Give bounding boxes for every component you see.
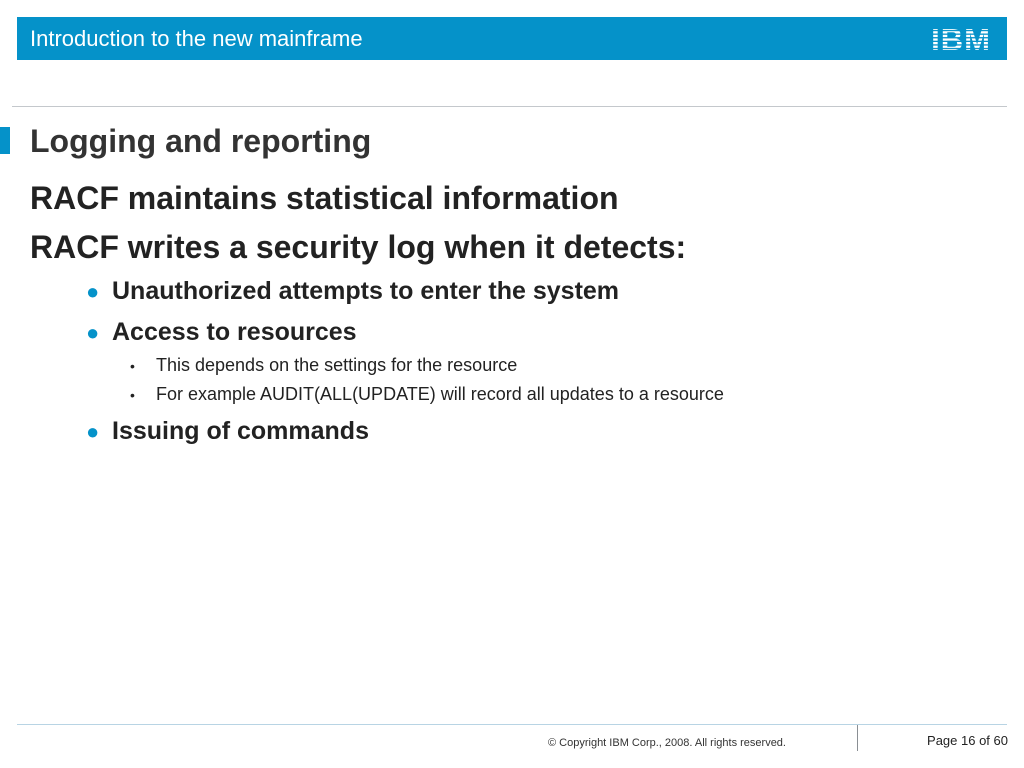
sub-bullet-unauthorized — [86, 276, 619, 307]
sub-sub-bullet-text: For example AUDIT(ALL(UPDATE) will record all updates to a resource — [156, 384, 724, 404]
bullet-dot-icon: ● — [86, 320, 100, 345]
bullet-dot-icon: ● — [86, 279, 100, 304]
title-rule — [12, 106, 1007, 107]
bullet-statistics: RACF maintains statistical information — [30, 180, 619, 216]
sub-sub-bullet-text: This depends on the settings for the resource — [156, 355, 518, 375]
bullet-dot-icon: ● — [86, 419, 100, 444]
sub-bullet-text: Access to resources — [112, 318, 357, 346]
header-bar — [17, 17, 1007, 60]
sub-bullet-commands — [86, 416, 369, 447]
svg-text:IBM: IBM — [931, 24, 991, 53]
page-number: Page 16 of 60 — [927, 733, 1008, 748]
copyright-text: © Copyright IBM Corp., 2008. All rights reserved. — [548, 737, 786, 749]
sub-sub-bullet-audit — [130, 383, 724, 406]
sub-bullet-text: Unauthorized attempts to enter the system — [112, 277, 620, 305]
footer-rule — [17, 724, 1007, 725]
title-accent — [0, 127, 10, 154]
bullet-dot-icon: • — [130, 358, 135, 374]
bullet-security-log: RACF writes a security log when it detects: — [30, 229, 687, 265]
ibm-logo — [926, 24, 996, 53]
slide-title: Logging and reporting — [30, 123, 372, 159]
bullet-dot-icon: • — [130, 387, 135, 403]
header-title: Introduction to the new mainframe — [30, 26, 363, 51]
sub-sub-bullet-settings — [130, 354, 517, 377]
sub-bullet-access — [86, 317, 357, 348]
sub-bullet-text: Issuing of commands — [112, 417, 369, 445]
footer-separator — [857, 725, 858, 751]
